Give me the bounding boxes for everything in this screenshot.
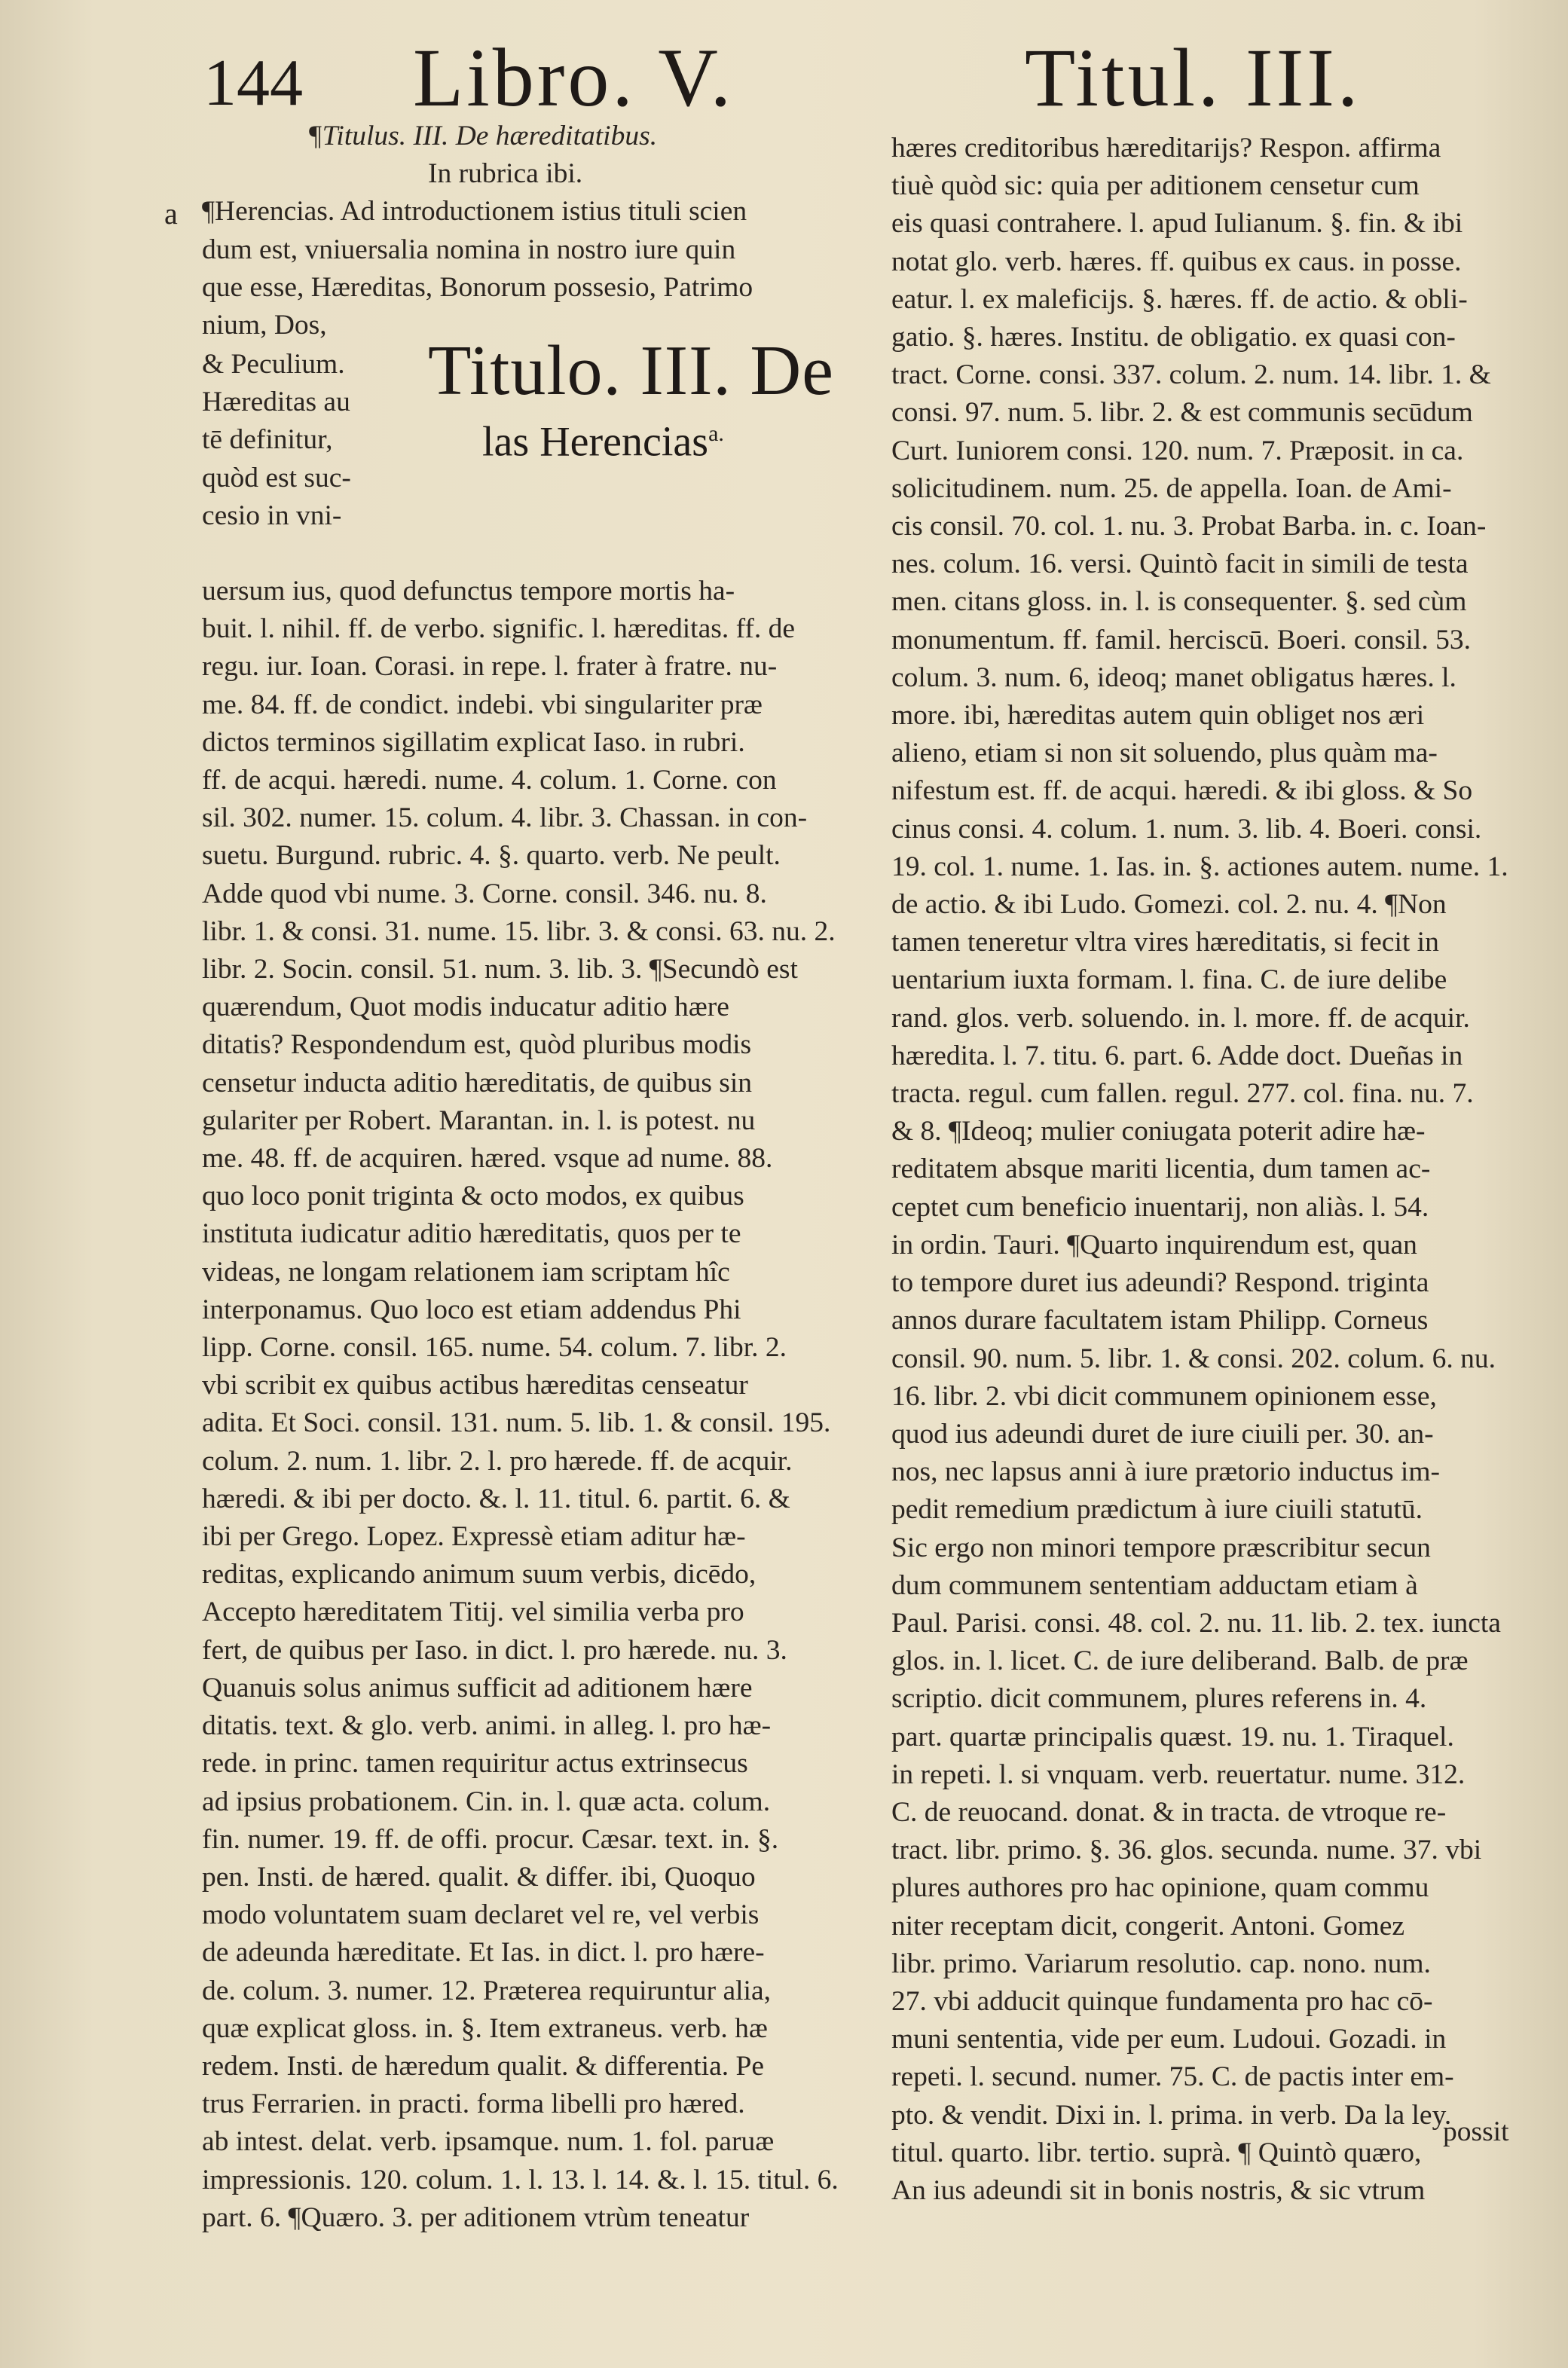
page-number: 144 (203, 47, 303, 120)
left-top-lines (202, 118, 842, 346)
text-line: ditatis. text. & glo. verb. animi. in alleg. l. pro hæ- (202, 1710, 772, 1742)
text-line: & 8. ¶Ideoq; mulier coniugata poterit adire hæ- (891, 1116, 1426, 1147)
text-line: men. citans gloss. in. l. is consequenter. §. sed cùm (891, 586, 1467, 618)
text-line: ceptet cum beneficio inuentarij, non aliàs. l. 54. (891, 1191, 1429, 1223)
text-line: colum. 3. num. 6, ideoq; manet obligatus hæres. l. (891, 662, 1456, 693)
text-line: dum est, vniuersalia nomina in nostro iure quin (202, 234, 736, 265)
text-line: me. 84. ff. de condict. indebi. vbi singulariter præ (202, 689, 763, 720)
text-line: videas, ne longam relationem iam scriptam hîc (202, 1256, 730, 1288)
text-line: Paul. Parisi. consi. 48. col. 2. nu. 11. lib. 2. tex. iuncta (891, 1607, 1501, 1639)
text-line: libr. primo. Variarum resolutio. cap. nono. num. (891, 1948, 1431, 1979)
title-line-2-text: las Herencias (482, 418, 709, 466)
text-line: que esse, Hæreditas, Bonorum possesio, Patrimo (202, 271, 753, 303)
text-line: to tempore duret ius adeundi? Respond. triginta (891, 1267, 1429, 1299)
text-line: consi. 97. num. 5. libr. 2. & est communis secūdum (891, 397, 1473, 429)
title-note-mark: a. (708, 421, 724, 446)
text-line: de adeunda hæreditate. Et Ias. in dict. l. pro hære- (202, 1937, 765, 1969)
text-line: de. colum. 3. numer. 12. Præterea requiruntur alia, (202, 1975, 771, 2006)
text-line: pedit remedium prædictum à iure ciuili statutū. (891, 1494, 1423, 1526)
text-line: ad ipsius probationem. Cin. in. l. quæ acta. colum. (202, 1786, 771, 1817)
text-line: quæ explicat gloss. in. §. Item extraneus. verb. hæ (202, 2012, 768, 2044)
text-line: tracta. regul. cum fallen. regul. 277. col. fina. nu. 7. (891, 1078, 1474, 1110)
text-line: redem. Insti. de hæredum qualit. & differentia. Pe (202, 2050, 764, 2082)
text-line: regu. iur. Ioan. Corasi. in repe. l. frater à fratre. nu- (202, 651, 778, 683)
text-line: cinus consi. 4. colum. 1. num. 3. lib. 4. Boeri. consi. (891, 813, 1482, 845)
text-line: dictos terminos sigillatim explicat Iaso. in rubri. (202, 726, 745, 758)
text-line: suetu. Burgund. rubric. 4. §. quarto. verb. Ne peult. (202, 840, 781, 872)
text-line: fert, de quibus per Iaso. in dict. l. pro hærede. nu. 3. (202, 1634, 787, 1666)
catchword: possit (1443, 2116, 1509, 2147)
text-line: libr. 1. & consi. 31. nume. 15. libr. 3. & consi. 63. nu. 2. (202, 915, 836, 947)
text-line: ibi per Grego. Lopez. Expressè etiam aditur hæ- (202, 1521, 746, 1553)
text-line: cis consil. 70. col. 1. nu. 3. Probat Barba. in. c. Ioan- (891, 511, 1487, 542)
text-line: In rubrica ibi. (428, 158, 583, 190)
text-line: tamen teneretur vltra vires hæreditatis, si fecit in (891, 927, 1439, 958)
text-line: in ordin. Tauri. ¶Quarto inquirendum est, quan (891, 1229, 1417, 1260)
text-line: Sic ergo non minori tempore præscribitur secun (891, 1532, 1431, 1563)
text-line: notat glo. verb. hæres. ff. quibus ex caus. in posse. (891, 246, 1462, 277)
text-line: more. ibi, hæreditas autem quin obliget nos æri (891, 700, 1425, 732)
text-line: colum. 2. num. 1. libr. 2. l. pro hærede. ff. de acquir. (202, 1445, 793, 1477)
text-line: 16. libr. 2. vbi dicit communem opinionem esse, (891, 1380, 1437, 1412)
text-line: Adde quod vbi nume. 3. Corne. consil. 346. nu. 8. (202, 878, 767, 909)
text-line: libr. 2. Socin. consil. 51. num. 3. lib. 3. ¶Secundò est (202, 954, 798, 985)
text-line: nium, Dos, (202, 310, 327, 341)
margin-note-marker: a (164, 197, 178, 231)
title-line-1: Titulo. III. De (428, 332, 834, 410)
text-line: Curt. Iuniorem consi. 120. num. 7. Præposit. in ca. (891, 435, 1464, 466)
text-line: hæres creditoribus hæreditarijs? Respon. affirma (891, 133, 1441, 163)
text-line: reditatem absque mariti licentia, dum tamen ac- (891, 1153, 1431, 1185)
text-line: hæredita. l. 7. titu. 6. part. 6. Adde doct. Dueñas in (891, 1040, 1463, 1071)
text-line: censetur inducta aditio hæreditatis, de quibus sin (202, 1067, 753, 1098)
left-narrow-lines (202, 346, 383, 573)
text-line: glos. in. l. licet. C. de iure deliberand. Balb. de præ (891, 1645, 1469, 1677)
text-line: dum communem sententiam adductam etiam à (891, 1569, 1418, 1601)
text-line: pen. Insti. de hæred. qualit. & differ. ibi, Quoquo (202, 1861, 756, 1893)
text-line: 19. col. 1. nume. 1. Ias. in. §. actiones autem. nume. 1. (891, 851, 1508, 882)
text-line: me. 48. ff. de acquiren. hæred. vsque ad nume. 88. (202, 1143, 773, 1175)
text-line: ff. de acqui. hæredi. nume. 4. colum. 1. Corne. con (202, 765, 777, 796)
text-line: gatio. §. hæres. Institu. de obligatio. ex quasi con- (891, 322, 1456, 353)
text-line: scriptio. dicit communem, plures referens in. 4. (891, 1683, 1427, 1715)
text-line: niter receptam dicit, congerit. Antoni. Gomez (891, 1910, 1405, 1942)
text-line: instituta iudicatur aditio hæreditatis, quos per te (202, 1218, 741, 1250)
text-line: reditas, explicando animum suum verbis, dicēdo, (202, 1559, 756, 1590)
text-line: ¶Herencias. Ad introductionem istius tituli scien (202, 196, 747, 228)
text-line: vbi scribit ex quibus actibus hæreditas censeatur (202, 1370, 748, 1401)
text-line: repeti. l. secund. numer. 75. C. de pactis inter em- (891, 2061, 1454, 2093)
text-line: part. quartæ principalis quæst. 19. nu. 1. Tiraquel. (891, 1721, 1454, 1752)
text-line: modo voluntatem suam declaret vel re, vel verbis (202, 1899, 760, 1931)
text-line: eis quasi contrahere. l. apud Iulianum. §. fin. & ibi (891, 208, 1463, 240)
text-line: quòd est suc- (202, 462, 351, 493)
text-line: & Peculium. (202, 349, 345, 380)
text-line: ditatis? Respondendum est, quòd pluribus modis (202, 1029, 752, 1061)
text-line: rede. in princ. tamen requiritur actus extrinsecus (202, 1748, 748, 1780)
running-title-left: Libro. V. (413, 32, 735, 124)
text-line: rand. glos. verb. soluendo. in. l. more. ff. de acquir. (891, 1002, 1470, 1034)
text-line: nifestum est. ff. de acqui. hæredi. & ibi gloss. & So (891, 775, 1473, 807)
text-line: impressionis. 120. colum. 1. l. 13. l. 14. &. l. 15. titul. 6. (202, 2164, 839, 2195)
text-line: quo loco ponit triginta & octo modos, ex quibus (202, 1181, 744, 1212)
text-line: quod ius adeundi duret de iure ciuili per. 30. an- (891, 1418, 1434, 1450)
text-line: nes. colum. 16. versi. Quintò facit in simili de testa (891, 548, 1469, 580)
running-title-right: Titul. III. (1025, 32, 1362, 124)
text-line: muni sententia, vide per eum. Ludoui. Gozadi. in (891, 2024, 1447, 2055)
text-line: consil. 90. num. 5. libr. 1. & consi. 202. colum. 6. nu. (891, 1343, 1496, 1374)
text-line: tē definitur, (202, 424, 333, 456)
text-line: hæredi. & ibi per docto. &. l. 11. titul. 6. partit. 6. & (202, 1483, 790, 1514)
text-line: ¶Titulus. III. De hæreditatibus. (307, 121, 658, 151)
text-line: tiuè quòd sic: quia per aditionem censetur cum (891, 170, 1420, 202)
text-line: eatur. l. ex maleficijs. §. hæres. ff. de actio. & obli- (891, 283, 1468, 315)
text-line: fin. numer. 19. ff. de offi. procur. Cæsar. text. in. §. (202, 1823, 779, 1855)
text-line: tract. libr. primo. §. 36. glos. secunda. nume. 37. vbi (891, 1835, 1482, 1866)
text-line: Quanuis solus animus sufficit ad aditionem hære (202, 1672, 753, 1703)
left-body-lines (202, 573, 842, 2237)
text-line: sil. 302. numer. 15. colum. 4. libr. 3. Chassan. in con- (202, 802, 808, 834)
text-line: Hæreditas au (202, 387, 350, 418)
text-line: annos durare facultatem istam Philipp. Corneus (891, 1305, 1429, 1337)
text-line: nos, nec lapsus anni à iure prætorio inductus im- (891, 1456, 1440, 1488)
text-line: C. de reuocand. donat. & in tracta. de vtroque re- (891, 1796, 1447, 1828)
text-line: buit. l. nihil. ff. de verbo. signific. l. hæreditas. ff. de (202, 613, 796, 645)
text-line: plures authores pro hac opinione, quam commu (891, 1872, 1429, 1904)
text-line: 27. vbi adducit quinque fundamenta pro hac cō- (891, 1985, 1433, 2017)
text-line: titul. quarto. libr. tertio. suprà. ¶ Quintò quæro, (891, 2137, 1422, 2168)
text-line: alieno, etiam si non sit soluendo, plus quàm ma- (891, 738, 1438, 769)
text-line: uersum ius, quod defunctus tempore mortis ha- (202, 576, 735, 607)
left-text-column (202, 118, 842, 2233)
text-line: part. 6. ¶Quæro. 3. per aditionem vtrùm teneatur (202, 2201, 750, 2233)
text-line: pto. & vendit. Dixi in. l. prima. in verb. Da la ley. (891, 2099, 1452, 2131)
text-line: adita. Et Soci. consil. 131. num. 5. lib. 1. & consil. 195. (202, 1407, 831, 1439)
text-line: ab intest. delat. verb. ipsamque. num. 1. fol. paruæ (202, 2126, 775, 2158)
text-line: tract. Corne. consi. 337. colum. 2. num. 14. libr. 1. & (891, 359, 1491, 391)
text-line: interponamus. Quo loco est etiam addendus Phi (202, 1294, 741, 1325)
text-line: gulariter per Robert. Marantan. in. l. is potest. nu (202, 1105, 756, 1136)
text-line: cesio in vni- (202, 500, 342, 531)
text-line: An ius adeundi sit in bonis nostris, & sic vtrum (891, 2174, 1426, 2206)
text-line: de actio. & ibi Ludo. Gomezi. col. 2. nu. 4. ¶Non (891, 889, 1447, 921)
text-line: monumentum. ff. famil. herciscū. Boeri. consil. 53. (891, 624, 1471, 655)
text-line: lipp. Corne. consil. 165. nume. 54. colum. 7. libr. 2. (202, 1332, 787, 1364)
text-line: Accepto hæreditatem Titij. vel similia verba pro (202, 1596, 744, 1628)
text-line: quærendum, Quot modis inducatur aditio hære (202, 992, 729, 1023)
right-text-column (891, 130, 1536, 2206)
text-line: in repeti. l. si vnquam. verb. reuertatur. nume. 312. (891, 1758, 1466, 1790)
text-line: trus Ferrarien. in practi. forma libelli pro hæred. (202, 2088, 745, 2120)
text-line: solicitudinem. num. 25. de appella. Ioan. de Ami- (891, 472, 1452, 504)
text-line: uentarium iuxta formam. l. fina. C. de iure delibe (891, 964, 1447, 996)
